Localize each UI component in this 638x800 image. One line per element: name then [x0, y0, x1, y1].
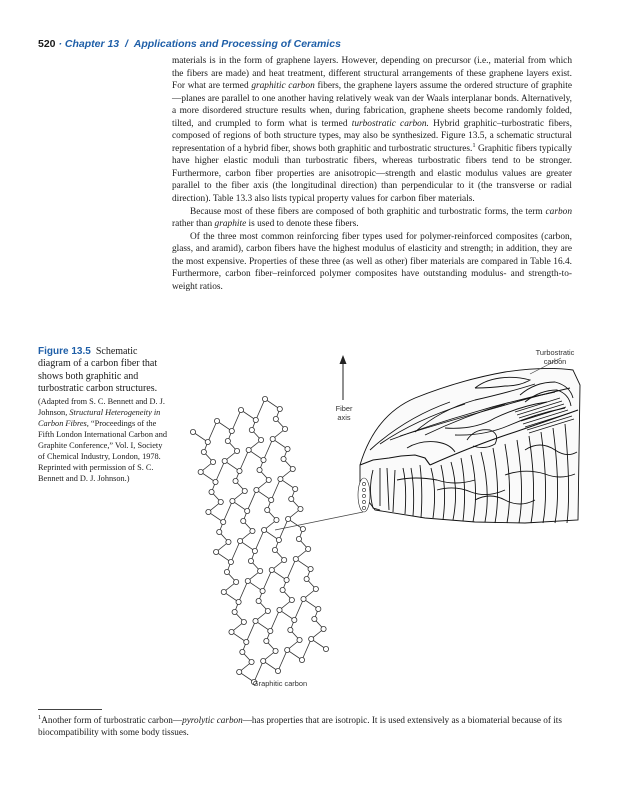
lattice-atom [253, 417, 258, 422]
lattice-atom [265, 507, 270, 512]
lattice-atom [276, 537, 281, 542]
lattice-atom [190, 429, 195, 434]
lattice-atom [221, 519, 226, 524]
lattice-atom [250, 528, 255, 533]
lattice-atom [284, 577, 289, 582]
lattice-atom [282, 557, 287, 562]
lattice-bond [287, 559, 296, 580]
lattice-atom [226, 539, 231, 544]
lattice-atom [225, 438, 230, 443]
fiber-axis-label: Fiber axis [335, 404, 353, 422]
lattice-atom [209, 489, 214, 494]
lattice-bond [231, 541, 240, 562]
lattice-atom [232, 609, 237, 614]
lattice-atom [218, 499, 223, 504]
lattice-atom [238, 538, 243, 543]
lattice-atom [261, 658, 266, 663]
lattice-atom [230, 498, 235, 503]
lattice-atom [290, 466, 295, 471]
lattice-atom [233, 478, 238, 483]
lattice-atom [260, 588, 265, 593]
lattice-atom [256, 598, 261, 603]
lattice-atom [258, 568, 263, 573]
lattice-atom [277, 406, 282, 411]
lattice-atom [228, 559, 233, 564]
lattice-atom [242, 488, 247, 493]
caption-source: (Adapted from S. C. Bennett and D. J. Johnson, Structural Heterogeneity in Carbon Fibres, “Proceedings of the Fifth London International Carbon and Graphite Conference,” Vol. I, Society of Chemical Industry, London, 1978. Reprinted with permission of S. C. Bennett and D. J. Johnson.) [38, 397, 168, 484]
lattice-bond [223, 501, 232, 522]
page-number: 520 [38, 38, 56, 50]
lattice-atom [229, 629, 234, 634]
lattice-bond [279, 519, 288, 540]
lattice-bond [302, 639, 311, 660]
lattice-bond [232, 410, 241, 431]
lattice-atom [273, 416, 278, 421]
term-turbostratic-carbon: turbostratic carbon. [351, 118, 429, 129]
lattice-atom [262, 527, 267, 532]
running-header [38, 38, 341, 50]
lattice-atom [201, 449, 206, 454]
lattice-atom [301, 596, 306, 601]
term-graphitic-carbon: graphitic carbon [251, 81, 315, 92]
caption-title: Schematic diagram of a carbon fiber that shows both graphitic and turbostratic carbon structures. [38, 346, 158, 394]
lattice-atom [306, 546, 311, 551]
turbostratic-block [360, 368, 580, 523]
lattice-bond [247, 490, 256, 511]
lattice-atom [264, 638, 269, 643]
lattice-atom [249, 659, 254, 664]
fiber-axis-arrow [340, 355, 347, 400]
figure-label: Figure 13.5 [38, 346, 91, 357]
lattice-atom [286, 516, 291, 521]
lattice-bond [263, 570, 272, 591]
graphitic-carbon-label: Graphitic carbon [252, 679, 308, 688]
lattice-bond [264, 439, 273, 460]
lattice-atom [293, 486, 298, 491]
lattice-atom [198, 469, 203, 474]
lattice-atom [277, 607, 282, 612]
lattice-atom [280, 587, 285, 592]
lattice-atom [253, 618, 258, 623]
header-separator: · [58, 38, 62, 50]
lattice-atom [236, 599, 241, 604]
graphitic-lattice [190, 396, 328, 684]
footnote-rule [38, 709, 102, 710]
lattice-atom [214, 418, 219, 423]
lattice-atom [269, 497, 274, 502]
lattice-atom [254, 487, 259, 492]
term-carbon: carbon [545, 206, 572, 217]
lattice-atom [248, 558, 253, 563]
lattice-atom [262, 396, 267, 401]
lattice-atom [261, 457, 266, 462]
paragraph-2: Because most of these fibers are composed of both graphitic and turbostratic forms, the term carbon rather than graphite is used to denote these fibers. [172, 206, 572, 230]
lattice-atom [265, 608, 270, 613]
lattice-bond [239, 581, 248, 602]
lattice-atom [308, 566, 313, 571]
lattice-atom [312, 616, 317, 621]
paragraph-3: Of the three most common reinforcing fiber types used for polymer-reinforced composites (carbon, glass, and aramid), carbon fibers have the highest modulus of elasticity and strength; in addition, they are the most expensive. Properties of these three (as well as other) fiber materials are compared in Table 16.4. Furthermore, carbon fiber–reinforced polymer composites have outstanding modulus- and strength-to-weight ratios. [172, 231, 572, 292]
lattice-atom [313, 586, 318, 591]
lattice-atom [214, 549, 219, 554]
lattice-atom [244, 639, 249, 644]
header-slash: / [125, 38, 128, 50]
lattice-bond [216, 461, 225, 482]
lattice-bond [246, 621, 255, 642]
lattice-atom [309, 636, 314, 641]
lattice-atom [258, 437, 263, 442]
chapter-label: Chapter 13 [64, 38, 120, 50]
lattice-bond [208, 421, 217, 442]
lattice-atom [210, 459, 215, 464]
figure-drawing [175, 340, 590, 692]
lattice-atom [249, 427, 254, 432]
lattice-atom [285, 446, 290, 451]
lattice-atom [321, 626, 326, 631]
lattice-atom [246, 447, 251, 452]
lattice-atom [269, 567, 274, 572]
lattice-atom [297, 637, 302, 642]
footnote: $^1$Another form of turbostratic carbon—pyrolytic carbon—has properties that are isotropic. It is used extensively as a biomaterial because of its biocompatibility with some body tissues. [38, 713, 562, 738]
lattice-atom [237, 468, 242, 473]
lattice-atom [274, 517, 279, 522]
lattice-bond [271, 479, 280, 500]
body-text [172, 55, 572, 293]
lattice-atom [234, 448, 239, 453]
lattice-atom [205, 439, 210, 444]
lattice-atom [217, 529, 222, 534]
lattice-atom [300, 526, 305, 531]
lattice-atom [245, 578, 250, 583]
lattice-atom [272, 547, 277, 552]
lattice-atom [275, 668, 280, 673]
lattice-bond [240, 450, 249, 471]
lattice-bond [255, 530, 264, 551]
lattice-atom [234, 579, 239, 584]
lattice-atom [299, 657, 304, 662]
lattice-atom [268, 628, 273, 633]
lattice-atom [241, 518, 246, 523]
lattice-atom [316, 606, 321, 611]
term-pyrolytic-carbon: pyrolytic carbon [182, 715, 243, 725]
figure-caption [38, 346, 168, 484]
lattice-atom [252, 548, 257, 553]
lattice-atom [296, 536, 301, 541]
lattice-atom [293, 556, 298, 561]
lattice-atom [241, 619, 246, 624]
lattice-atom [237, 669, 242, 674]
lattice-atom [266, 477, 271, 482]
lattice-atom [281, 456, 286, 461]
lattice-atom [213, 479, 218, 484]
lattice-atom [323, 646, 328, 651]
term-graphite: graphite [214, 219, 247, 230]
lattice-atom [222, 458, 227, 463]
lattice-atom [292, 617, 297, 622]
lattice-atom [224, 569, 229, 574]
footnote-ref: 1 [472, 141, 476, 149]
lattice-bond [278, 650, 287, 671]
lattice-atom [278, 476, 283, 481]
lattice-atom [257, 467, 262, 472]
lattice-atom [238, 407, 243, 412]
lattice-atom [240, 649, 245, 654]
lattice-atom [245, 508, 250, 513]
lattice-atom [221, 589, 226, 594]
lattice-atom [289, 496, 294, 501]
lattice-atom [206, 509, 211, 514]
lattice-atom [304, 576, 309, 581]
lattice-atom [229, 428, 234, 433]
carbon-fiber-figure [175, 340, 590, 692]
lattice-atom [273, 648, 278, 653]
paragraph-1: materials is in the form of graphene layers. However, depending on precursor (i.e., material from which the fibers are made) and heat treatment, different structural arrangements of these graphene layers exist. For what are termed graphitic carbon fibers, the graphene layers assume the ordered structure of graphite—planes are parallel to one another having relatively weak van der Waals interplanar bonds. Alternatively, a more disordered structure results when, during fabrication, graphene sheets become randomly folded, tilted, and crumpled to form what is termed turbostratic carbon. Hybrid graphitic–turbostratic fibers, composed of regions of both structure types, may also be synthesized. Figure 13.5, a schematic structural representation of a hybrid fiber, shows both graphitic and turbostratic structures.$^1$ Graphitic fibers typically have higher elastic moduli than turbostratic fibers, whereas turbostratic fibers tend to be stronger. Furthermore, carbon fiber properties are anisotropic—strength and elastic modulus values are greater parallel to the fiber axis (the longitudinal direction) than perpendicular to it (the transverse or radial direction). Table 13.3 also lists typical property values for carbon fiber materials. [172, 56, 572, 205]
lattice-atom [285, 647, 290, 652]
lattice-atom [298, 506, 303, 511]
lattice-atom [288, 627, 293, 632]
lattice-atom [282, 426, 287, 431]
lattice-atom [289, 597, 294, 602]
lattice-bond [256, 399, 265, 420]
lattice-bond [270, 610, 279, 631]
footnote-marker: 1 [38, 713, 42, 721]
graphitic-inset [358, 478, 370, 512]
chapter-title: Applications and Processing of Ceramics [133, 38, 341, 50]
lattice-atom [270, 436, 275, 441]
turbostratic-carbon-label: Turbostratic carbon [535, 348, 575, 366]
lattice-bond [294, 599, 303, 620]
